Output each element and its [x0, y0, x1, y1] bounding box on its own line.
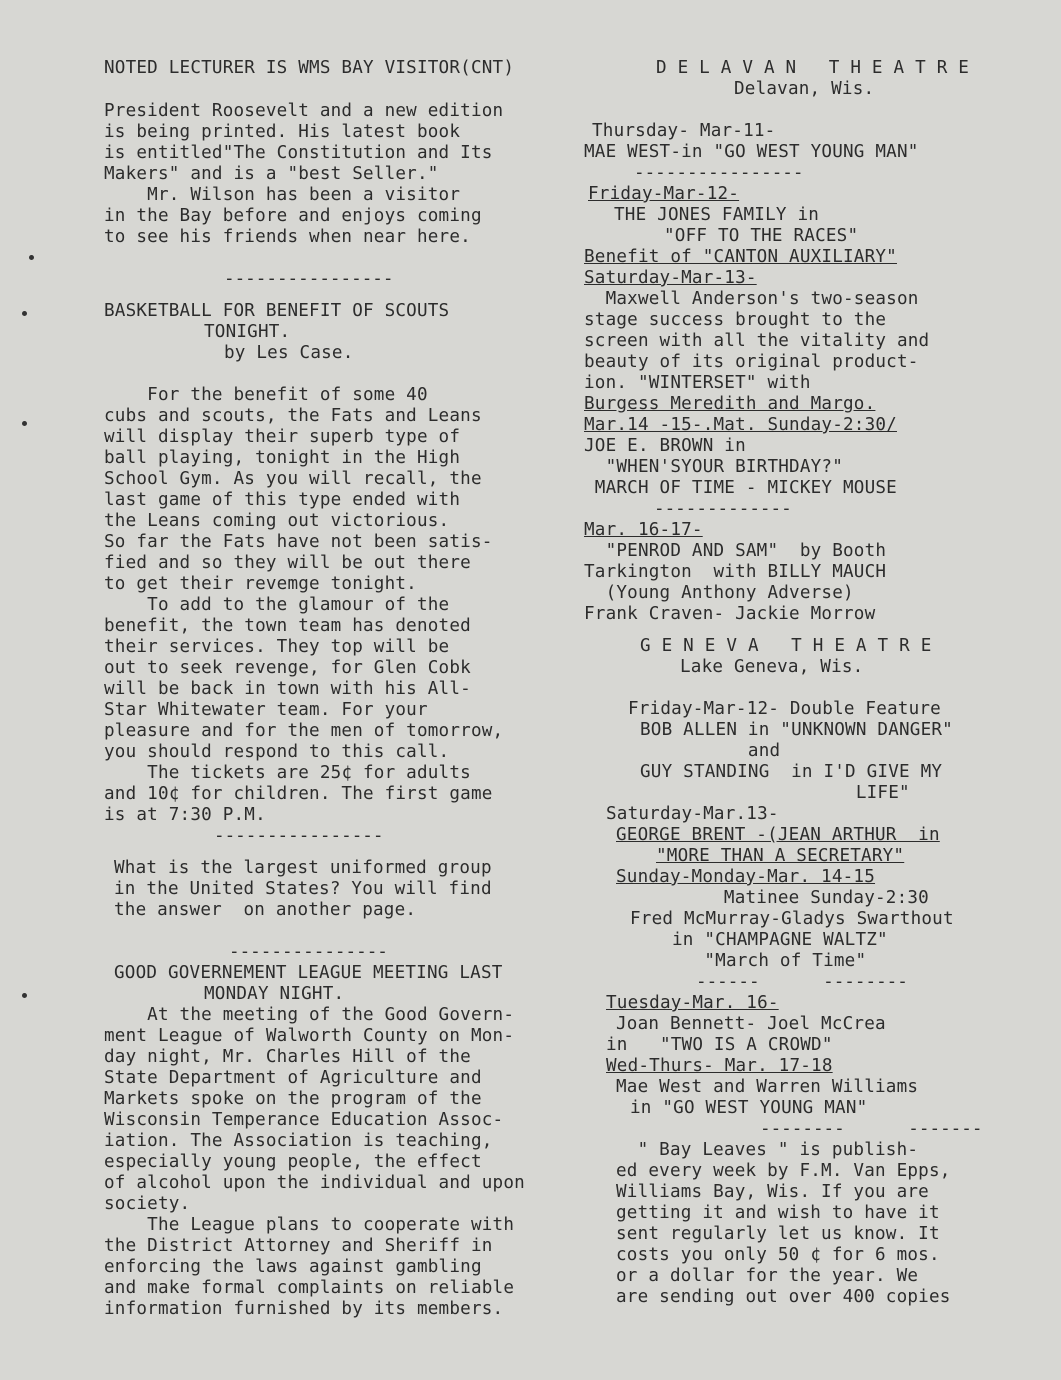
schedule-date: Wed-Thurs- Mar. 17-18	[606, 1056, 833, 1076]
section-rule: -------- -------	[760, 1119, 983, 1139]
text-line: At the meeting of the Good Govern-	[104, 1005, 515, 1025]
text-line: Maxwell Anderson's two-season	[584, 289, 919, 309]
delavan-theatre-title: DELAVAN THEATRE	[656, 58, 980, 78]
text-line: LIFE"	[640, 783, 910, 803]
text-line: MARCH OF TIME - MICKEY MOUSE	[584, 478, 897, 498]
text-line: School Gym. As you will recall, the	[104, 469, 482, 489]
left-column	[104, 58, 584, 1320]
margin-speck	[22, 421, 27, 426]
text-line: in "GO WEST YOUNG MAN"	[630, 1098, 868, 1118]
text-line: to see his friends when near here.	[104, 227, 471, 247]
text-line: What is the largest uniformed group	[114, 858, 492, 878]
text-line: The tickets are 25¢ for adults	[104, 763, 471, 783]
text-line: ion. "WINTERSET" with	[584, 373, 811, 393]
text-line: Mr. Wilson has been a visitor	[104, 185, 461, 205]
heading-league-cont: MONDAY NIGHT.	[204, 984, 345, 1004]
text-line: getting it and wish to have it	[616, 1203, 940, 1223]
text-line: Star Whitewater team. For your	[104, 700, 428, 720]
schedule-film: THE JONES FAMILY in	[614, 205, 820, 225]
text-line: the Leans coming out victorious.	[104, 511, 450, 531]
text-line: BOB ALLEN in "UNKNOWN DANGER"	[640, 720, 953, 740]
text-line: especially young people, the effect	[104, 1152, 482, 1172]
text-line: last game of this type ended with	[104, 490, 461, 510]
geneva-city: Lake Geneva, Wis.	[680, 657, 864, 677]
lecturer-paragraph	[104, 101, 584, 248]
text-line: ed every week by F.M. Van Epps,	[616, 1161, 951, 1181]
text-line: will be back in town with his All-	[104, 679, 471, 699]
text-line: their services. They top will be	[104, 637, 450, 657]
section-rule: -------------	[654, 499, 792, 519]
text-line: So far the Fats have not been satis-	[104, 532, 493, 552]
text-line: iation. The Association is teaching,	[104, 1131, 493, 1151]
text-line: pleasure and for the men of tomorrow,	[104, 721, 504, 741]
text-line: Joan Bennett- Joel McCrea	[616, 1014, 886, 1034]
text-line: President Roosevelt and a new edition	[104, 101, 504, 121]
text-line: To add to the glamour of the	[104, 595, 450, 615]
text-line: For the benefit of some 40	[104, 385, 428, 405]
schedule-date: Tuesday-Mar. 16-	[606, 993, 779, 1013]
text-line: enforcing the laws against gambling	[104, 1257, 482, 1277]
margin-speck	[22, 993, 27, 998]
text-line: GUY STANDING in I'D GIVE MY	[640, 762, 943, 782]
text-line: State Department of Agriculture and	[104, 1068, 482, 1088]
section-rule: ----------------	[224, 269, 394, 289]
schedule-benefit: Benefit of "CANTON AUXILIARY"	[584, 247, 897, 267]
text-line: Makers" and is a "best Seller."	[104, 164, 439, 184]
text-line: the District Attorney and Sheriff in	[104, 1236, 493, 1256]
heading-basketball-cont: TONIGHT.	[204, 322, 291, 342]
league-article	[104, 1005, 584, 1320]
text-line: beauty of its original product-	[584, 352, 919, 372]
text-line: in "TWO IS A CROWD"	[606, 1035, 833, 1055]
section-rule: ------ --------	[696, 972, 908, 992]
text-line: Burgess Meredith and Margo.	[584, 394, 876, 414]
text-line: you should respond to this call.	[104, 742, 450, 762]
right-column	[584, 58, 1034, 1308]
text-line: ment League of Walworth County on Mon-	[104, 1026, 515, 1046]
schedule-date: Friday-Mar-12-	[588, 184, 740, 204]
text-line: Williams Bay, Wis. If you are	[616, 1182, 929, 1202]
text-line: ball playing, tonight in the High	[104, 448, 461, 468]
text-line: out to seek revenge, for Glen Cobk	[104, 658, 471, 678]
heading-league: GOOD GOVERNEMENT LEAGUE MEETING LAST	[114, 963, 503, 983]
text-line: sent regularly let us know. It	[616, 1224, 940, 1244]
text-line: is entitled"The Constitution and Its	[104, 143, 493, 163]
text-line: information furnished by its members.	[104, 1299, 504, 1319]
text-line: benefit, the town team has denoted	[104, 616, 471, 636]
text-line: are sending out over 400 copies	[616, 1287, 951, 1307]
text-line: of alcohol upon the individual and upon	[104, 1173, 525, 1193]
delavan-city: Delavan, Wis.	[734, 79, 875, 99]
text-line: is being printed. His latest book	[104, 122, 461, 142]
text-line: "PENROD AND SAM" by Booth	[584, 541, 887, 561]
text-line: in the United States? You will find	[114, 879, 492, 899]
text-line: GEORGE BRENT -(JEAN ARTHUR in	[616, 825, 940, 845]
text-line: Markets spoke on the program of the	[104, 1089, 482, 1109]
text-line: "MORE THAN A SECRETARY"	[656, 846, 905, 866]
text-line: in the Bay before and enjoys coming	[104, 206, 482, 226]
section-rule: ----------------	[634, 163, 804, 183]
text-line: The League plans to cooperate with	[104, 1215, 515, 1235]
byline: by Les Case.	[224, 343, 354, 363]
text-line: Tarkington with BILLY MAUCH	[584, 562, 887, 582]
text-line: (Young Anthony Adverse)	[584, 583, 854, 603]
heading-basketball: BASKETBALL FOR BENEFIT OF SCOUTS	[104, 301, 450, 321]
text-line: will display their superb type of	[104, 427, 461, 447]
text-line: day night, Mr. Charles Hill of the	[104, 1047, 471, 1067]
text-line: or a dollar for the year. We	[616, 1266, 919, 1286]
schedule-film: MAE WEST-in "GO WEST YOUNG MAN"	[584, 142, 919, 162]
text-line: cubs and scouts, the Fats and Leans	[104, 406, 482, 426]
schedule-date: Mar.14 -15-.Mat. Sunday-2:30/	[584, 415, 897, 435]
text-line: stage success brought to the	[584, 310, 887, 330]
text-line: in "CHAMPAGNE WALTZ"	[672, 930, 888, 950]
text-line: and make formal complaints on reliable	[104, 1278, 515, 1298]
schedule-date: Sunday-Monday-Mar. 14-15	[616, 867, 876, 887]
text-line: fied and so they will be out there	[104, 553, 471, 573]
text-line: Wisconsin Temperance Education Assoc-	[104, 1110, 504, 1130]
text-line: " Bay Leaves " is publish-	[616, 1140, 919, 1160]
text-line: Matinee Sunday-2:30	[616, 888, 929, 908]
text-line: to get their revemge tonight.	[104, 574, 417, 594]
section-rule: ---------------	[229, 942, 388, 962]
schedule-film: "OFF TO THE RACES"	[664, 226, 859, 246]
geneva-theatre-title: GENEVA THEATRE	[640, 636, 943, 656]
margin-speck	[29, 255, 34, 260]
schedule-date: Saturday-Mar.13-	[606, 804, 779, 824]
schedule-date: Thursday- Mar-11-	[592, 121, 776, 141]
text-line: JOE E. BROWN in	[584, 436, 746, 456]
text-line: Frank Craven- Jackie Morrow	[584, 604, 876, 624]
text-line: and 10¢ for children. The first game	[104, 784, 493, 804]
schedule-date: Friday-Mar-12- Double Feature	[628, 699, 941, 719]
text-line: and	[640, 741, 781, 761]
basketball-article	[104, 385, 584, 826]
heading-lecturer: NOTED LECTURER IS WMS BAY VISITOR(CNT)	[104, 58, 515, 78]
text-line: the answer on another page.	[114, 900, 417, 920]
bay-leaves-notice	[584, 1140, 1034, 1308]
text-line: Mae West and Warren Williams	[616, 1077, 919, 1097]
text-line: screen with all the vitality and	[584, 331, 930, 351]
section-rule: ----------------	[214, 826, 384, 846]
text-line: costs you only 50 ¢ for 6 mos.	[616, 1245, 940, 1265]
text-line: Fred McMurray-Gladys Swarthout	[630, 909, 954, 929]
text-line: "WHEN'SYOUR BIRTHDAY?"	[584, 457, 844, 477]
margin-speck	[22, 311, 27, 316]
schedule-date: Saturday-Mar-13-	[584, 268, 757, 288]
schedule-date: Mar. 16-17-	[584, 520, 703, 540]
question-paragraph	[104, 858, 584, 921]
text-line: "March of Time"	[672, 951, 867, 971]
text-line: is at 7:30 P.M.	[104, 805, 266, 825]
text-line: society.	[104, 1194, 191, 1214]
